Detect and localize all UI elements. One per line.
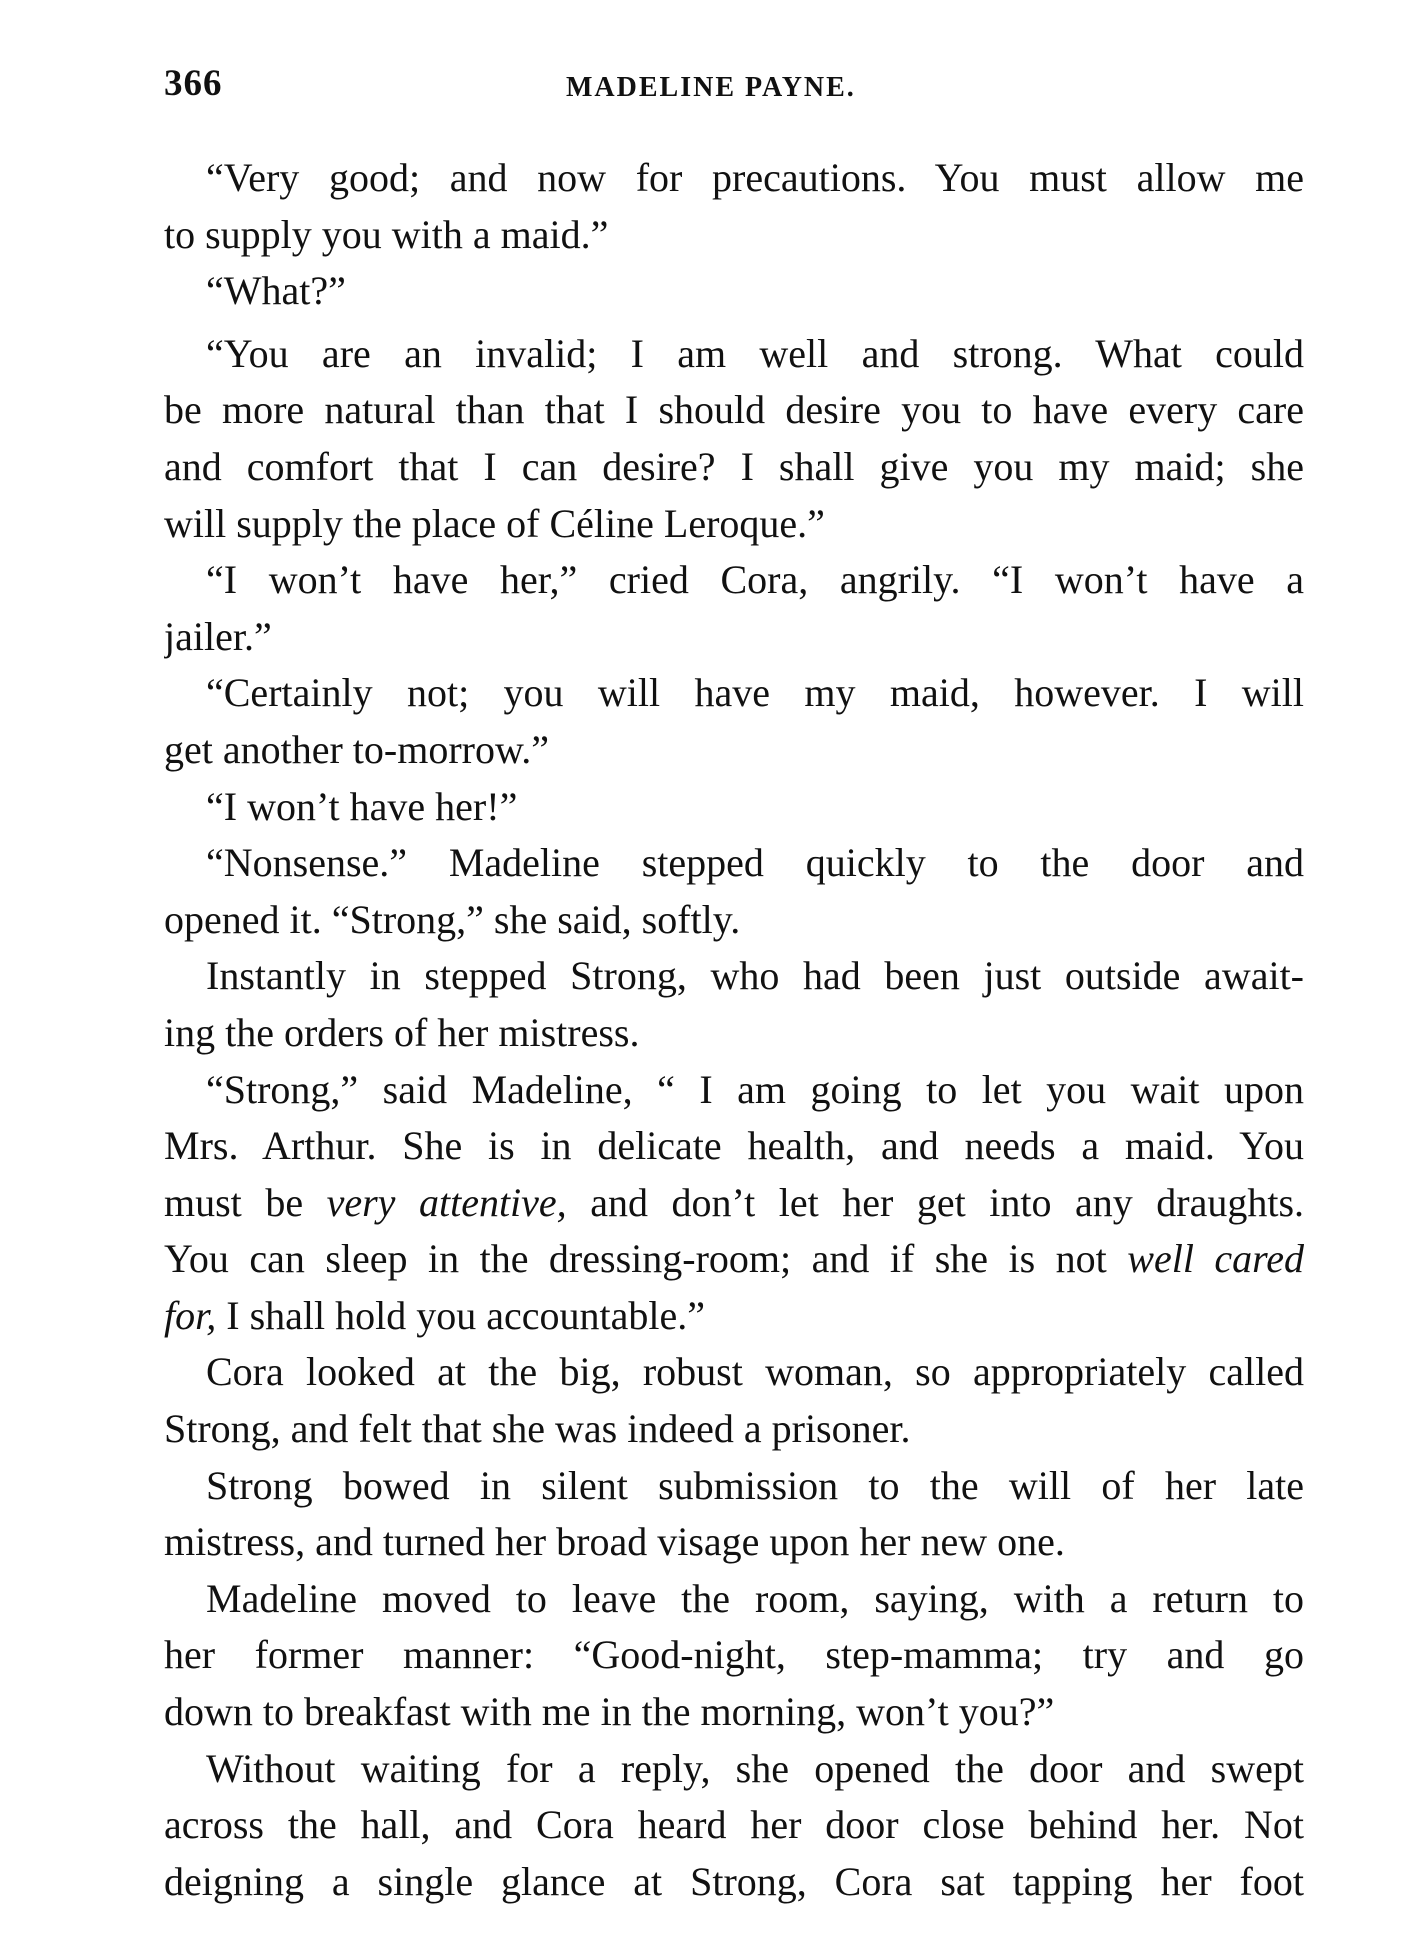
text-run: and don’t let her get into any draughts.	[566, 1179, 1304, 1225]
text-line: and comfort that I can desire? I shall give you my maid; she	[164, 443, 1304, 489]
text-line: “Very good; and now for precautions. You must allow me	[206, 155, 1304, 200]
text-line: ing the orders of her mistress.	[164, 1009, 640, 1055]
text-line	[164, 1288, 1304, 1345]
text-line: across the hall, and Cora heard her door close behind her. Not	[164, 1802, 1304, 1848]
text-line: Instantly in stepped Strong, who had been just outside await-	[206, 953, 1304, 999]
page-number: 366	[164, 63, 223, 104]
text-run: You can sleep in the dressing-room; and if she is not	[164, 1236, 1128, 1282]
text-run: I shall hold you accountable.”	[216, 1292, 705, 1338]
text-line: “I won’t have her!”	[206, 783, 518, 829]
italic-run: well cared	[1127, 1236, 1304, 1282]
text-line: deigning a single glance at Strong, Cora sat tapping her foot	[164, 1858, 1304, 1904]
text-line: jailer.”	[164, 613, 272, 659]
italic-run: for,	[164, 1292, 217, 1338]
text-line: Mrs. Arthur. She is in delicate health, and needs a maid. You	[164, 1123, 1304, 1169]
text-line: Strong, and felt that she was indeed a prisoner.	[164, 1406, 911, 1452]
text-line: “What?”	[206, 268, 346, 314]
page-header	[164, 62, 1304, 112]
text-line: will supply the place of Céline Leroque.”	[164, 500, 825, 546]
text-line: be more natural than that I should desire you to have every care	[164, 387, 1304, 433]
text-line: mistress, and turned her broad visage upon her new one.	[164, 1519, 1065, 1565]
text-line: Without waiting for a reply, she opened the door and swept	[206, 1745, 1304, 1791]
text-line	[164, 1231, 1304, 1288]
text-line: down to breakfast with me in the morning, won’t you?”	[164, 1689, 1055, 1735]
text-line	[164, 1175, 1304, 1232]
text-line: get another to-morrow.”	[164, 726, 550, 772]
text-line: “You are an invalid; I am well and strong. What could	[206, 330, 1304, 376]
running-title: MADELINE PAYNE.	[566, 72, 856, 103]
text-line: “Certainly not; you will have my maid, however. I will	[206, 670, 1304, 716]
text-line: Strong bowed in silent submission to the will of her late	[206, 1462, 1304, 1508]
text-line: “Strong,” said Madeline, “ I am going to let you wait upon	[206, 1066, 1304, 1112]
text-line: “I won’t have her,” cried Cora, angrily. “I won’t have a	[206, 557, 1304, 603]
text-line: Madeline moved to leave the room, saying, with a return to	[206, 1575, 1304, 1621]
italic-run: very attentive,	[326, 1179, 567, 1225]
text-line: “Nonsense.” Madeline stepped quickly to the door and	[206, 840, 1304, 886]
text-line: to supply you with a maid.”	[164, 211, 609, 257]
text-line: opened it. “Strong,” she said, softly.	[164, 896, 741, 942]
body-text	[164, 150, 1304, 1910]
text-run: must be	[164, 1179, 327, 1225]
text-line: her former manner: “Good-night, step-mamma; try and go	[164, 1632, 1304, 1678]
text-line: Cora looked at the big, robust woman, so appropriately called	[206, 1349, 1304, 1395]
